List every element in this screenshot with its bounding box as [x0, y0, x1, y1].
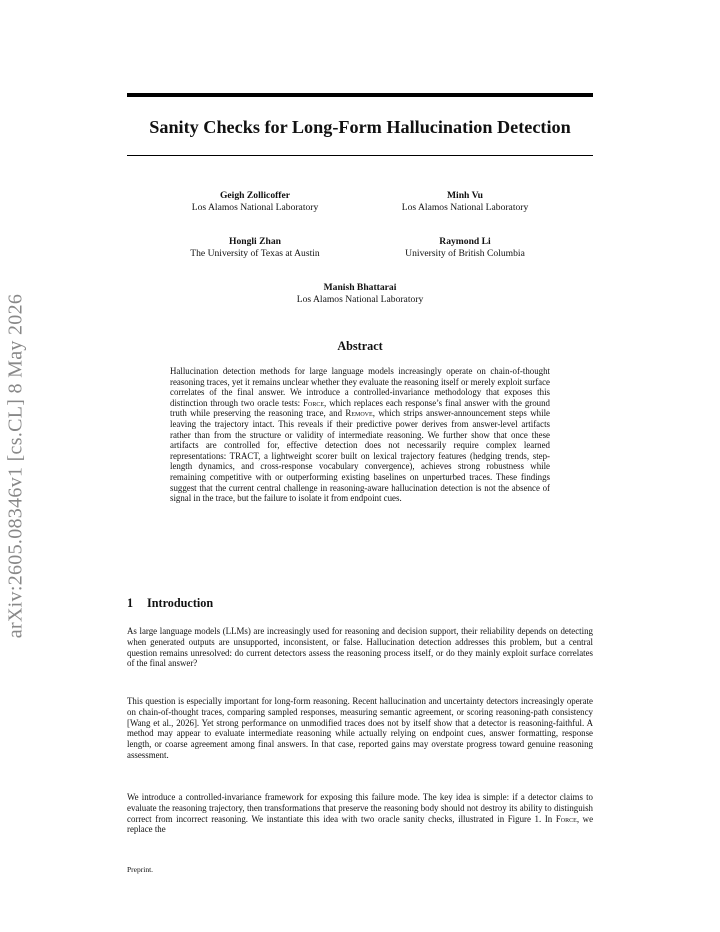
- intro-text-part: , we replace the: [127, 813, 594, 835]
- author-block: [255, 282, 465, 305]
- author-affiliation: The University of Texas at Austin: [190, 247, 320, 259]
- author-block: [360, 236, 570, 259]
- introduction-heading: [127, 596, 213, 611]
- author-block: [150, 236, 360, 259]
- section-number: 1: [127, 596, 134, 610]
- force-term: Force: [555, 813, 577, 824]
- author-affiliation: Los Alamos National Laboratory: [401, 201, 529, 213]
- author-affiliation: University of British Columbia: [405, 247, 525, 259]
- intro-paragraph-3: [127, 792, 593, 835]
- abstract-text-part: Hallucination detection methods for large language models increasingly operate on chain-of-thought reasoning traces, yet it remains unclear whether they evaluate the reasoning itself or merely exploit surface correlates of the final answer. We introduce a controlled-invariance methodology that exposes this distinction through two oracle tests:: [170, 366, 550, 408]
- intro-text-part: We introduce a controlled-invariance framework for exposing this failure mode. The key idea is simple: if a detector claims to evaluate the reasoning trajectory, then transformations that preserve the reasoning body should not destroy its ability to distinguish correct from incorrect reasoning. We instantiate this idea with two oracle sanity checks, illustrated in Figure 1. In: [127, 792, 593, 824]
- author-block: [150, 190, 360, 213]
- intro-paragraph-1: As large language models (LLMs) are increasingly used for reasoning and decision support, their reliability depends on detecting when generated outputs are unsupported, inconsistent, or false. Hallucination detection addresses this problem, but a central question remains unresolved: do current detectors assess the reasoning process itself, or do they mainly exploit surface correlates of the final answer?: [127, 626, 593, 669]
- abstract-text-part: , which replaces each response’s final answer with the ground truth while preserving the reasoning trace, and: [170, 397, 550, 419]
- author-name: Hongli Zhan: [229, 236, 281, 247]
- author-name: Geigh Zollicoffer: [219, 190, 291, 201]
- force-term: Force: [303, 397, 325, 408]
- intro-paragraph-2: This question is especially important for long-form reasoning. Recent hallucination and uncertainty detectors increasingly operate on chain-of-thought traces, comparing sampled responses, measuring semantic agreement, or scoring reasoning-path consistency [Wang et al., 2026]. Yet strong performance on unmodified traces does not by itself show that a detector is reasoning-faithful. A method may appear to evaluate intermediate reasoning while actually relying on endpoint cues, answer formatting, response length, or coarse agreement among final answers. In that case, reported gains may overstate progress toward genuine reasoning assessment.: [127, 696, 593, 760]
- arxiv-identifier-text: arXiv:2605.08346v1 [cs.CL] 8 May 2026: [4, 293, 27, 639]
- author-name: Manish Bhattarai: [323, 282, 397, 293]
- title-bottom-rule: [127, 155, 593, 156]
- abstract-heading: Abstract: [337, 339, 383, 353]
- title-top-rule: [127, 93, 593, 97]
- section-title: Introduction: [147, 596, 214, 610]
- author-affiliation: Los Alamos National Laboratory: [296, 293, 424, 305]
- author-name: Raymond Li: [439, 236, 491, 247]
- paper-title: Sanity Checks for Long-Form Hallucination Detection: [149, 117, 571, 137]
- author-name: Minh Vu: [447, 190, 483, 201]
- author-affiliation: Los Alamos National Laboratory: [191, 201, 319, 213]
- author-block: [360, 190, 570, 213]
- abstract-text-part: , which strips answer-announcement steps while leaving the trajectory intact. This reveals if their predictive power derives from answer-level artifacts rather than from the structure or validity of intermediate reasoning. We further show that once these artifacts are controlled for, effective detection does not necessarily require complex learned representations: TRACT, a lightweight scorer built on lexical trajectory features (hedging trends, step-length dynamics, and cross-response vocabulary convergence), achieves strong robustness while remaining competitive with or outperforming existing baselines on unperturbed traces. These findings suggest that the current central challenge in reasoning-aware hallucination detection is not the absence of signal in the trace, but the failure to isolate it from endpoint cues.: [170, 408, 550, 504]
- preprint-footer: Preprint.: [127, 865, 154, 874]
- remove-term: Remove: [345, 408, 373, 419]
- abstract-text: [170, 366, 550, 504]
